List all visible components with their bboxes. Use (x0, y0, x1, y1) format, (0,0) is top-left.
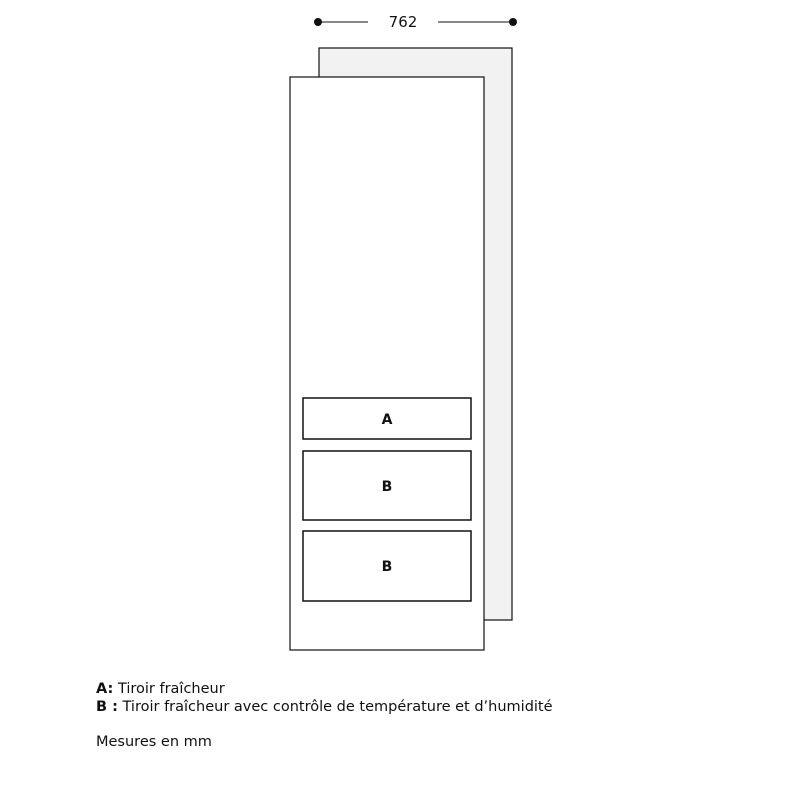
dimension-endpoint-left (314, 18, 322, 26)
drawer-legend (96, 680, 553, 716)
legend-item-a (96, 680, 553, 698)
drawer-b-lower-label: B (381, 559, 393, 575)
units-note: Mesures en mm (96, 734, 212, 750)
drawer-a (303, 398, 471, 439)
legend-key-b: B : (96, 699, 118, 715)
legend-text-b: Tiroir fraîcheur avec contrôle de température et d’humidité (122, 699, 553, 715)
dimension-value: 762 (388, 13, 418, 31)
width-dimension (314, 13, 517, 31)
dimension-endpoint-right (509, 18, 517, 26)
drawer-b-upper-label: B (381, 479, 393, 495)
legend-key-a: A: (96, 681, 114, 697)
legend-text-a: Tiroir fraîcheur (117, 681, 225, 697)
drawer-b-lower (303, 531, 471, 601)
drawer-b-upper (303, 451, 471, 520)
drawer-a-label: A (381, 412, 393, 428)
legend-item-b (96, 698, 553, 716)
